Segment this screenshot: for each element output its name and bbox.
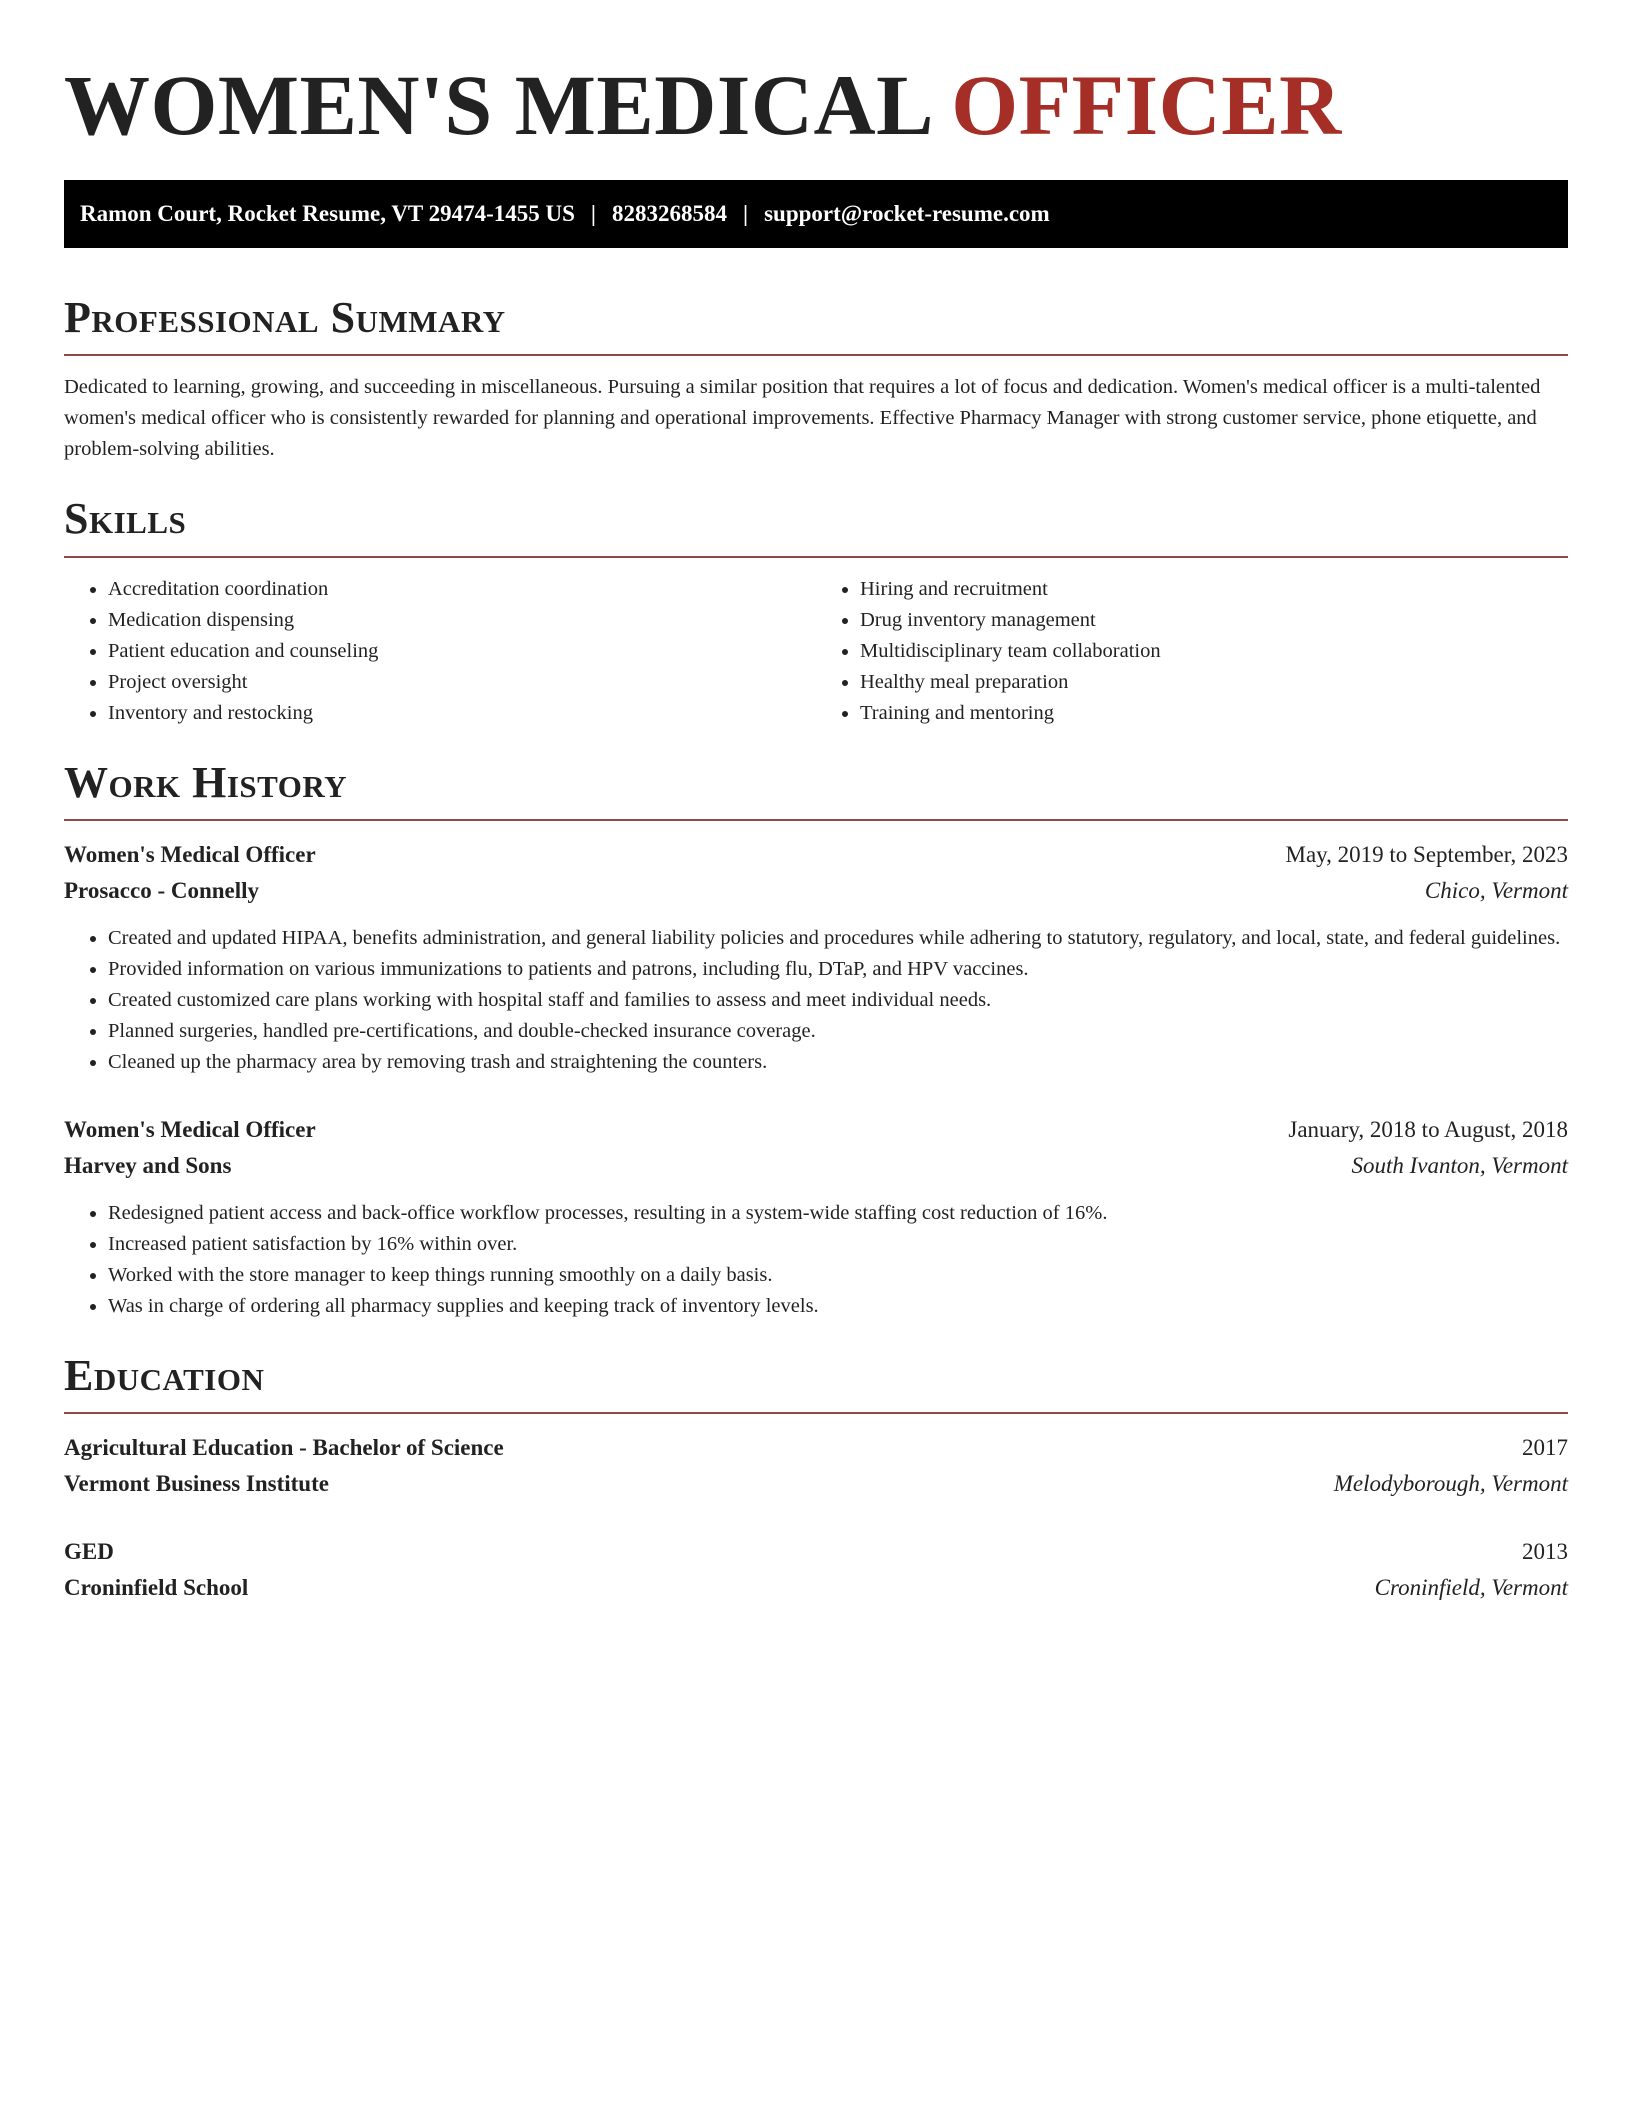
education-school: Vermont Business Institute [64,1471,329,1497]
skill-item: • Project oversight [108,667,816,698]
name-accent: OFFICER [951,57,1342,153]
job-header-row [64,1112,1568,1148]
skill-item: • Healthy meal preparation [860,667,1568,698]
skills-list-left [64,574,816,729]
summary-heading: Professional Summary [64,292,506,342]
skills-section [64,495,1568,728]
summary-text: Dedicated to learning, growing, and succeeding in miscellaneous. Pursuing a similar position that requires a lot of focus and dedication. Women's medical officer is a multi-talented women's medical officer who is consistently rewarded for planning and operational improvements. Effective Pharmacy Manager with strong customer service, phone etiquette, and problem-solving abilities. [64,376,1541,461]
job-title: Women's Medical Officer [64,1117,316,1143]
job-title: Women's Medical Officer [64,842,316,868]
job-company: Prosacco - Connelly [64,878,260,904]
job-company: Harvey and Sons [64,1153,232,1179]
skill-item: • Training and mentoring [860,698,1568,729]
job-dates: January, 2018 to August, 2018 [1288,1117,1568,1143]
job-bullet: • Created and updated HIPAA, benefits administration, and general liability policies and procedures while adhering to statutory, regulatory, and local, state, and federal guidelines. [108,923,1568,954]
contact-bar [64,180,1568,248]
contact-email: support@rocket-resume.com [764,200,1050,226]
education-school: Croninfield School [64,1575,249,1601]
education-year: 2017 [1522,1435,1568,1461]
job-location: Chico, Vermont [1424,878,1568,904]
section-divider [64,556,1568,558]
education-school-row [64,1570,1568,1606]
skill-item: • Hiring and recruitment [860,574,1568,605]
education-degree-row [64,1430,1568,1466]
candidate-name [64,56,1568,155]
skills-list-right [816,574,1568,729]
job-bullet: • Provided information on various immunizations to patients and patrons, including flu, DTaP, and HPV vaccines. [108,954,1568,985]
job-company-row [64,1148,1568,1184]
education-location: Croninfield, Vermont [1374,1575,1568,1601]
section-divider [64,1412,1568,1414]
contact-separator: | [590,200,596,226]
skill-item: • Patient education and counseling [108,636,816,667]
education-location: Melodyborough, Vermont [1333,1471,1568,1497]
summary-section [64,294,1568,465]
skill-item: • Drug inventory management [860,605,1568,636]
job-company-row [64,873,1568,909]
section-divider [64,354,1568,356]
education-year: 2013 [1522,1539,1568,1565]
job-bullet: • Increased patient satisfaction by 16% within over. [108,1229,1568,1260]
education-entry [64,1534,1568,1606]
job-bullets [64,923,1568,1078]
contact-address: Ramon Court, Rocket Resume, VT 29474-1455 US [80,200,575,226]
job-bullet: • Created customized care plans working with hospital staff and families to assess and meet individual needs. [108,985,1568,1016]
contact-separator: | [743,200,749,226]
skill-item: • Inventory and restocking [108,698,816,729]
skill-item: • Multidisciplinary team collaboration [860,636,1568,667]
skill-item: • Accreditation coordination [108,574,816,605]
education-degree-row [64,1534,1568,1570]
education-degree: Agricultural Education - Bachelor of Science [64,1435,504,1461]
contact-phone: 8283268584 [612,200,727,226]
education-school-row [64,1466,1568,1502]
work-history-heading: Work History [64,757,348,807]
skills-heading: Skills [64,494,187,544]
job-entry [64,837,1568,1078]
name-main: WOMEN'S MEDICAL [64,57,930,153]
skills-columns [64,574,1568,729]
job-bullet: • Cleaned up the pharmacy area by removing trash and straightening the counters. [108,1047,1568,1078]
job-bullet: • Planned surgeries, handled pre-certifications, and double-checked insurance coverage. [108,1016,1568,1047]
education-degree: GED [64,1539,114,1565]
job-bullet: • Was in charge of ordering all pharmacy supplies and keeping track of inventory levels. [108,1291,1568,1322]
job-location: South Ivanton, Vermont [1351,1153,1568,1179]
education-heading: Education [64,1351,265,1401]
education-section [64,1352,1568,1606]
job-entry [64,1112,1568,1322]
job-bullets [64,1198,1568,1322]
work-history-section [64,759,1568,1322]
skill-item: • Medication dispensing [108,605,816,636]
job-header-row [64,837,1568,873]
job-bullet: • Worked with the store manager to keep things running smoothly on a daily basis. [108,1260,1568,1291]
education-entry [64,1430,1568,1502]
job-bullet: • Redesigned patient access and back-office workflow processes, resulting in a system-wide staffing cost reduction of 16%. [108,1198,1568,1229]
job-dates: May, 2019 to September, 2023 [1285,842,1568,868]
section-divider [64,819,1568,821]
